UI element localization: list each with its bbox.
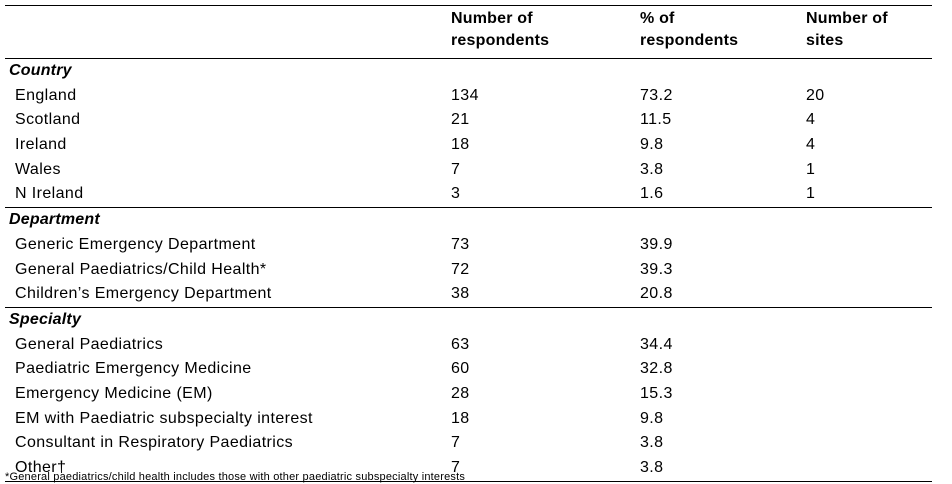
section-row	[5, 307, 932, 333]
row-number-of-respondents: 28	[451, 384, 470, 402]
row-percent-of-respondents: 39.9	[640, 235, 673, 253]
row-label: N Ireland	[15, 185, 84, 203]
section-title: Department	[9, 211, 100, 229]
row-label: EM with Paediatric subspecialty interest	[15, 409, 313, 427]
table-row	[5, 407, 932, 432]
row-label: Paediatric Emergency Medicine	[15, 360, 252, 378]
row-number-of-respondents: 18	[451, 409, 470, 427]
section-row	[5, 207, 932, 233]
row-number-of-sites: 4	[806, 136, 816, 154]
header-number-of-sites	[806, 8, 916, 52]
row-percent-of-respondents: 15.3	[640, 384, 673, 402]
row-percent-of-respondents: 34.4	[640, 335, 673, 353]
row-label: Emergency Medicine (EM)	[15, 384, 213, 402]
row-number-of-sites: 4	[806, 111, 816, 129]
table-row	[5, 158, 932, 183]
table-header	[5, 8, 932, 58]
row-percent-of-respondents: 32.8	[640, 360, 673, 378]
row-label: Wales	[15, 160, 61, 178]
row-number-of-sites: 20	[806, 86, 825, 104]
row-number-of-respondents: 3	[451, 185, 461, 203]
table-row	[5, 84, 932, 109]
row-label: Consultant in Respiratory Paediatrics	[15, 434, 294, 452]
row-number-of-respondents: 73	[451, 235, 470, 253]
row-number-of-respondents: 134	[451, 86, 479, 104]
row-number-of-sites: 1	[806, 160, 816, 178]
row-label: Ireland	[15, 136, 67, 154]
row-number-of-respondents: 38	[451, 285, 470, 303]
row-percent-of-respondents: 3.8	[640, 160, 664, 178]
row-number-of-respondents: 7	[451, 459, 461, 476]
table-row	[5, 133, 932, 158]
row-label: England	[15, 86, 77, 104]
table-row	[5, 182, 932, 207]
table-row	[5, 108, 932, 133]
row-label: General Paediatrics	[15, 335, 164, 353]
row-number-of-respondents: 7	[451, 160, 461, 178]
row-label: Generic Emergency Department	[15, 235, 256, 253]
table-row	[5, 431, 932, 456]
section-title: Country	[9, 62, 72, 79]
row-number-of-respondents: 72	[451, 260, 470, 278]
table-row	[5, 233, 932, 258]
header-number-of-sites-text: Number of sites	[806, 10, 888, 49]
row-percent-of-respondents: 9.8	[640, 136, 664, 154]
row-label: Scotland	[15, 111, 81, 129]
header-percent-of-respondents-text: % of respondents	[640, 10, 739, 49]
row-number-of-respondents: 18	[451, 136, 470, 154]
header-number-of-respondents-text: Number of respondents	[451, 10, 550, 49]
table-top-rule	[5, 5, 932, 6]
table-row	[5, 282, 932, 307]
table-row	[5, 333, 932, 358]
row-number-of-respondents: 7	[451, 434, 461, 452]
row-label: General Paediatrics/Child Health*	[15, 260, 267, 278]
table-footnote: *General paediatrics/child health includes those with other paediatric subspecialty interests	[5, 471, 466, 483]
section-row	[5, 59, 932, 84]
row-label: Children’s Emergency Department	[15, 285, 272, 303]
row-number-of-respondents: 60	[451, 360, 470, 378]
section-title: Specialty	[9, 310, 82, 328]
row-number-of-sites: 1	[806, 185, 816, 203]
row-percent-of-respondents: 11.5	[640, 111, 672, 129]
row-number-of-respondents: 21	[451, 111, 470, 129]
table-row	[5, 382, 932, 407]
row-number-of-respondents: 63	[451, 335, 470, 353]
header-number-of-respondents	[451, 8, 581, 52]
row-percent-of-respondents: 39.3	[640, 260, 673, 278]
row-percent-of-respondents: 1.6	[640, 185, 664, 203]
row-percent-of-respondents: 3.8	[640, 459, 664, 476]
table-body	[5, 59, 932, 482]
row-label: Other†	[15, 459, 67, 476]
row-percent-of-respondents: 73.2	[640, 86, 673, 104]
table-row	[5, 258, 932, 283]
header-percent-of-respondents	[640, 8, 760, 52]
table-row	[5, 357, 932, 382]
row-percent-of-respondents: 3.8	[640, 434, 664, 452]
row-percent-of-respondents: 9.8	[640, 409, 664, 427]
row-percent-of-respondents: 20.8	[640, 285, 673, 303]
